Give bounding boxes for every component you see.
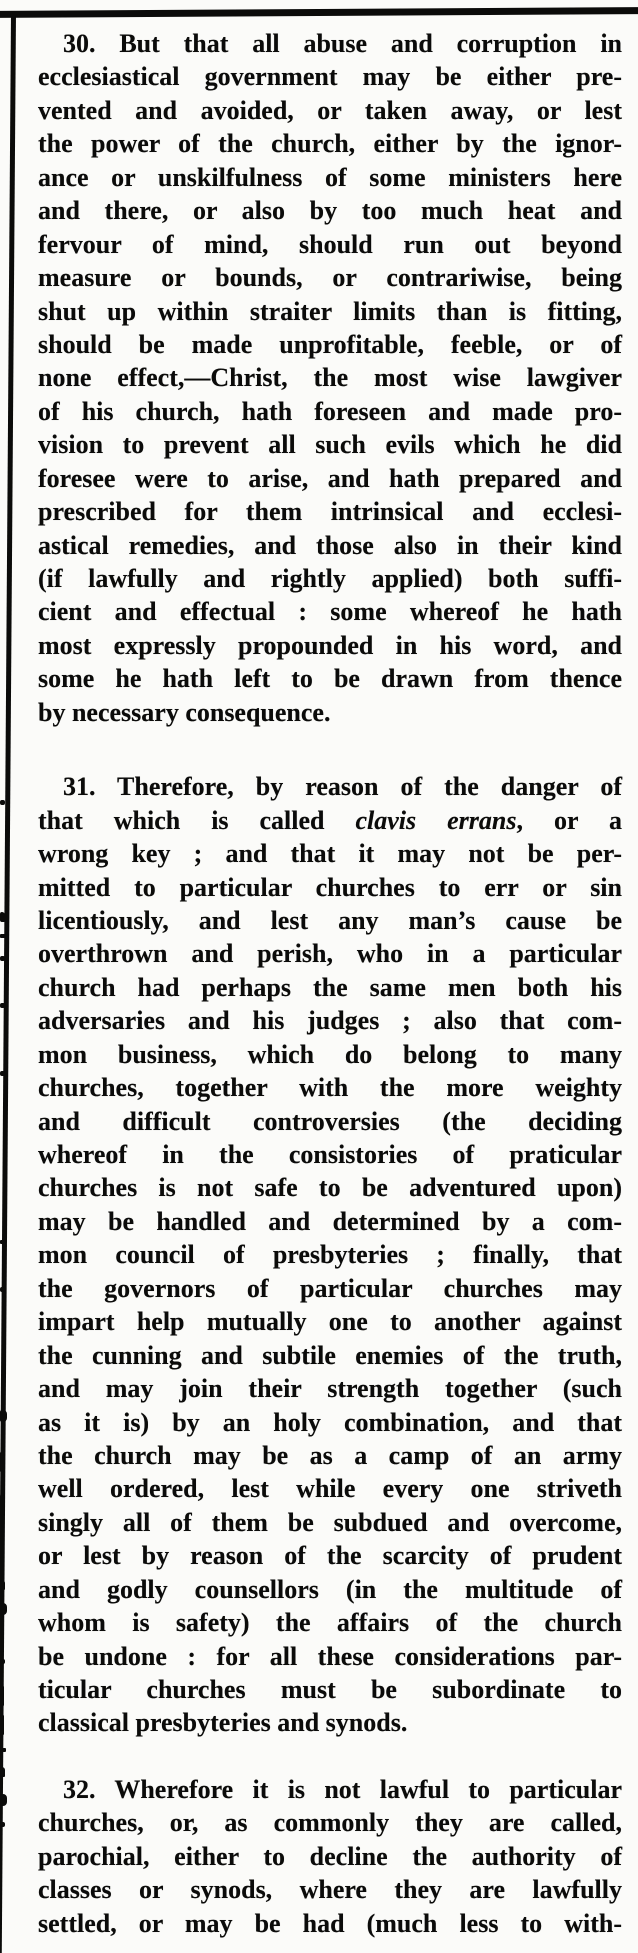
text-line: adversaries and his judges ; also that com- [38, 1006, 622, 1036]
text-line: 30. But that all abuse and corruption in [63, 29, 622, 58]
text-line: (if lawfully and rightly applied) both suffi- [38, 564, 622, 593]
margin-fragment [0, 934, 6, 938]
text-line: the church may be as a camp of an army [38, 1440, 622, 1470]
text-line: overthrown and perish, who in a particular [38, 939, 622, 969]
text-line: churches, together with the more weighty [38, 1073, 622, 1103]
italic-phrase: clavis errans [355, 805, 517, 835]
text-line: foresee were to arise, and hath prepared and [38, 463, 622, 493]
text-line: licentiously, and lest any man’s cause be [38, 905, 622, 935]
text-line: vented and avoided, or taken away, or lest [38, 95, 622, 125]
text-line: most expressly propounded in his word, and [38, 630, 622, 660]
margin-fragment [0, 1659, 5, 1664]
text-line: singly all of them be subdued and overcome, [38, 1507, 622, 1537]
margin-fragment [0, 1603, 7, 1615]
text-line: some he hath left to be drawn from thence [38, 664, 622, 694]
paragraph-32 [38, 1773, 622, 1940]
margin-fragment [0, 1410, 7, 1422]
text-line: the governors of particular churches may [38, 1273, 622, 1303]
text-line: ance or unskilfulness of some ministers here [38, 162, 622, 192]
text-line: impart help mutually one to another against [38, 1307, 622, 1337]
text-line: or lest by reason of the scarcity of prudent [38, 1541, 622, 1571]
text-line: measure or bounds, or contrariwise, being [38, 263, 622, 293]
margin-fragment [0, 956, 5, 961]
text-line: fervour of mind, should run out beyond [38, 229, 622, 259]
text-line: classical presbyteries and synods. [38, 1708, 408, 1738]
margin-fragment [0, 1632, 4, 1652]
margin-fragment [0, 1686, 4, 1706]
text-line: parochial, either to decline the authority of [38, 1841, 622, 1871]
text-line: cient and effectual : some whereof he hath [38, 597, 622, 627]
text-line: may be handled and determined by a com- [38, 1206, 622, 1236]
margin-fragment [0, 912, 5, 922]
margin-fragment [0, 1580, 5, 1590]
margin-fragment [0, 1495, 4, 1515]
text-line: mon business, which do belong to many [38, 1039, 622, 1069]
margin-fragment [0, 800, 5, 805]
text-line: church had perhaps the same men both his [38, 972, 622, 1002]
margin-fragment [0, 1240, 6, 1244]
text-line: the cunning and subtile enemies of the truth, [38, 1340, 622, 1370]
margin-fragment [0, 1287, 5, 1292]
text-line: well ordered, lest while every one striveth [38, 1474, 622, 1504]
text-line: be undone : for all these considerations par- [38, 1641, 622, 1671]
text-run: that which is called [38, 805, 356, 835]
text-line: wrong key ; and that it may not be per- [38, 839, 622, 869]
text-line: and there, or also by too much heat and [38, 196, 622, 226]
margin-fragment [0, 1538, 4, 1558]
text-line: as it is) by an holy combination, and that [38, 1407, 622, 1437]
text-line: ticular churches must be subordinate to [38, 1675, 622, 1704]
text-line: settled, or may be had (much less to with- [38, 1908, 622, 1938]
text-line: none effect,—Christ, the most wise lawgiver [38, 363, 622, 393]
margin-fragment [0, 1071, 5, 1076]
text-line: whom is safety) the affairs of the church [38, 1608, 622, 1638]
paragraph-30 [38, 27, 622, 729]
top-horizontal-rule [0, 7, 638, 18]
margin-fragment [0, 1794, 7, 1806]
text-line: ecclesiastical government may be either pre- [38, 62, 622, 92]
text-line: of his church, hath foreseen and made pro- [38, 396, 622, 426]
text-line: should be made unprofitable, feeble, or of [38, 329, 622, 359]
margin-fragment [0, 1748, 6, 1752]
text-run: , or a [516, 805, 622, 835]
text-line: astical remedies, and those also in their kind [38, 530, 622, 560]
margin-fragment [0, 1822, 5, 1827]
text-line: and godly counsellors (in the multitude of [38, 1574, 622, 1604]
text-column [38, 27, 622, 1940]
text-line: mitted to particular churches to err or sin [38, 872, 622, 902]
text-line: mon council of presbyteries ; finally, that [38, 1240, 622, 1270]
margin-fragment [0, 1715, 4, 1735]
text-line: classes or synods, where they are lawfully [38, 1875, 622, 1905]
text-line: 31. Therefore, by reason of the danger of [63, 772, 622, 802]
text-line: and may join their strength together (such [38, 1374, 622, 1404]
text-line: vision to prevent all such evils which he did [38, 430, 622, 460]
text-line: churches is not safe to be adventured upon) [38, 1173, 622, 1203]
text-line: churches, or, as commonly they are called, [38, 1808, 622, 1838]
margin-fragment [0, 1767, 5, 1777]
text-line: the power of the church, either by the ignor- [38, 129, 622, 159]
text-line: prescribed for them intrinsical and ecclesi- [38, 497, 622, 527]
margin-fragment [0, 1452, 4, 1472]
paragraph-31 [38, 770, 622, 1740]
margin-fragment [0, 1003, 5, 1008]
text-line: whereof in the consistories of praticular [38, 1140, 622, 1169]
text-line: by necessary consequence. [38, 697, 331, 727]
text-line: 32. Wherefore it is not lawful to particular [63, 1774, 622, 1804]
text-line: shut up within straiter limits than is fitting, [38, 296, 622, 326]
text-line [38, 804, 622, 837]
text-line: and difficult controversies (the deciding [38, 1106, 622, 1136]
